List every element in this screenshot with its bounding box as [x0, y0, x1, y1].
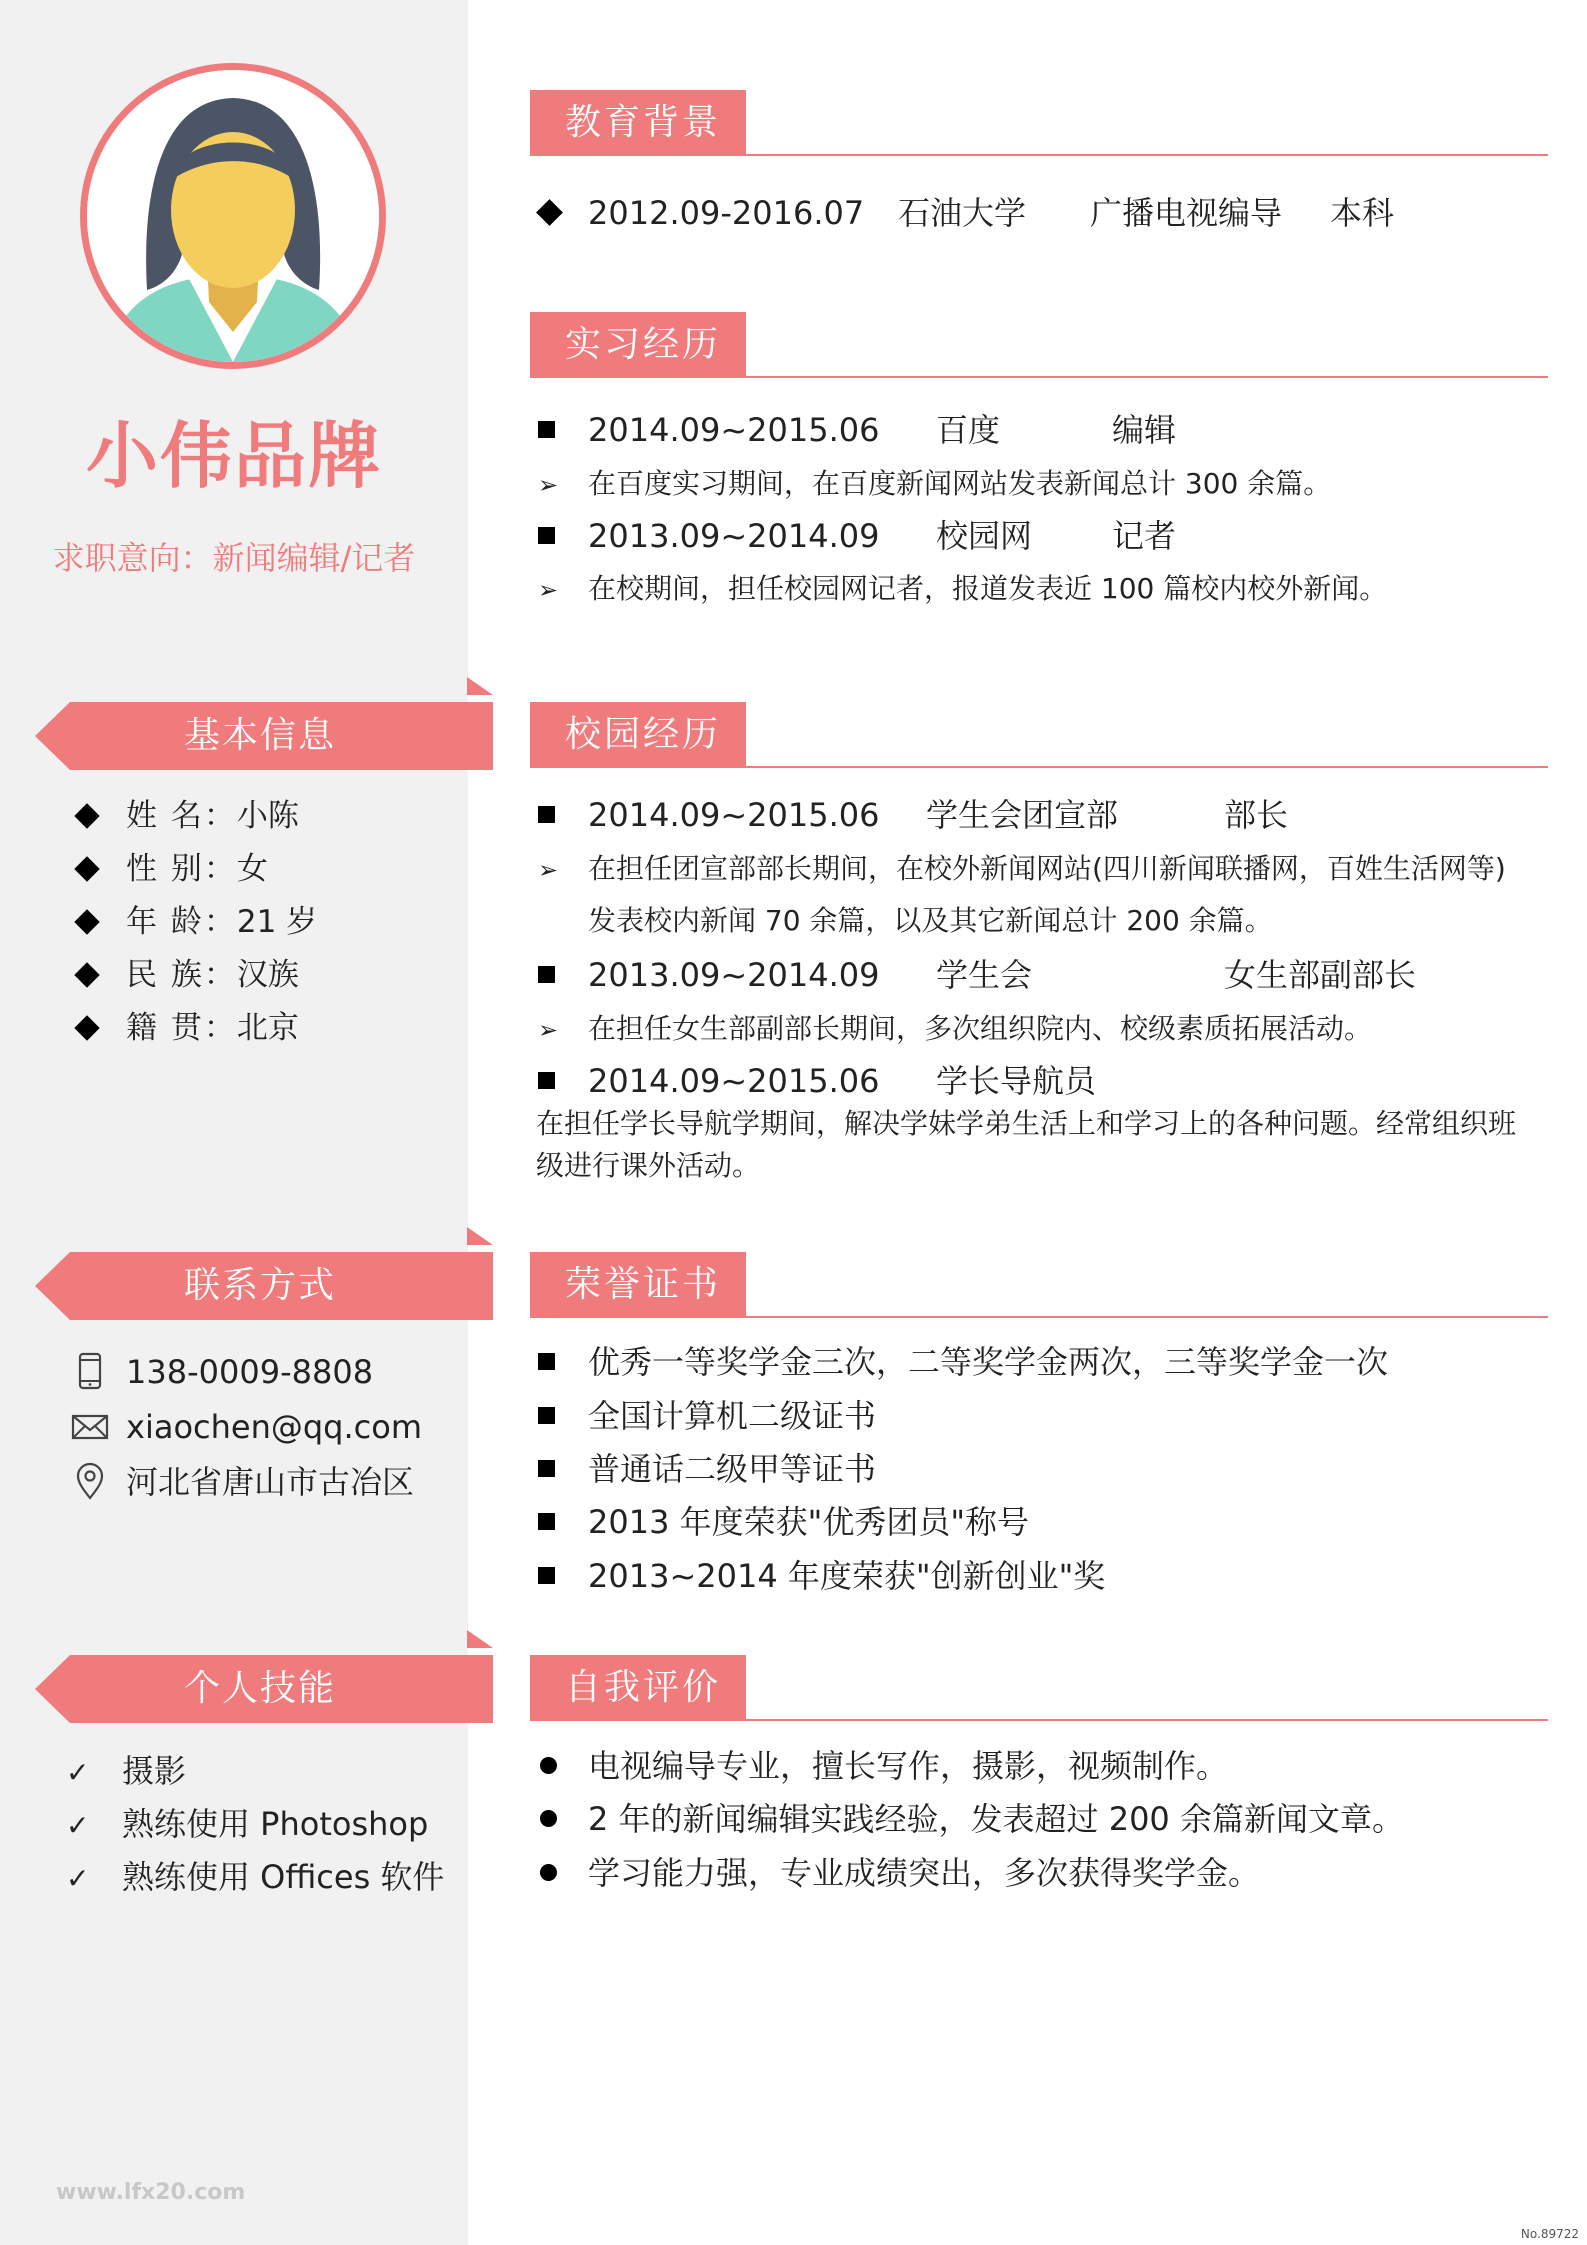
self-eval-item: 学习能力强，专业成绩突出，多次获得奖学金。: [530, 1848, 1260, 1898]
diamond-bullet-icon: [74, 856, 99, 881]
header-rule: [746, 1316, 1548, 1318]
education-row: 2012.09-2016.07 石油大学 广播电视编导 本科: [530, 188, 1394, 238]
education-header: [530, 90, 1548, 156]
arrow-bullet-icon: ➢: [538, 1016, 559, 1044]
skills-list: [66, 1745, 444, 1904]
info-row-gender: 性 别：女: [70, 843, 317, 896]
dot-bullet-icon: [540, 1757, 557, 1774]
basic-info-list: [70, 790, 317, 1055]
sidebar: [0, 0, 468, 2245]
job-intention: 求职意向：新闻编辑/记者: [52, 539, 416, 577]
mail-icon: [70, 1406, 110, 1446]
square-bullet-icon: [538, 1567, 555, 1584]
campus-entry: 2013.09~2014.09 学生会 女生部副部长: [530, 950, 1416, 1000]
square-bullet-icon: [538, 966, 555, 983]
header-rule: [746, 1719, 1548, 1721]
honor-item: 2013 年度荣获"优秀团员"称号: [530, 1497, 1029, 1547]
arrow-bullet-icon: ➢: [538, 471, 559, 499]
skill-item: ✓ 熟练使用 Offices 软件: [66, 1851, 444, 1904]
internship-header: [530, 312, 1548, 378]
diamond-bullet-icon: [74, 962, 99, 987]
self-eval-header: [530, 1655, 1548, 1721]
square-bullet-icon: [538, 1513, 555, 1530]
diamond-bullet-icon: [74, 909, 99, 934]
skills-header: [35, 1655, 493, 1723]
square-bullet-icon: [538, 1353, 555, 1370]
location-icon: [70, 1461, 110, 1501]
contact-phone[interactable]: 138-0009-8808: [70, 1345, 422, 1400]
internship-entry: 2014.09~2015.06 百度 编辑: [530, 405, 1176, 455]
document-number: No.89722: [1520, 2227, 1579, 2241]
phone-icon: [70, 1351, 110, 1391]
campus-desc-plain: 在担任学长导航学期间，解决学妹学弟生活上和学习上的各种问题。经常组织班: [536, 1107, 1517, 1140]
checkmark-icon: ✓: [66, 1862, 90, 1895]
dot-bullet-icon: [540, 1864, 557, 1881]
square-bullet-icon: [538, 1407, 555, 1424]
avatar-illustration: [87, 70, 379, 362]
honor-item: 2013~2014 年度荣获"创新创业"奖: [530, 1551, 1105, 1601]
campus-header: [530, 702, 1548, 768]
campus-desc: ➢ 在担任团宣部部长期间，在校外新闻网站(四川新闻联播网，百姓生活网等): [530, 847, 1506, 891]
square-bullet-icon: [538, 1072, 555, 1089]
avatar: [80, 63, 386, 369]
campus-desc: ➢ 在担任女生部副部长期间，多次组织院内、校级素质拓展活动。: [530, 1007, 1372, 1051]
contact-title: 联系方式: [183, 1265, 336, 1306]
header-rule: [746, 766, 1548, 768]
honor-item: 优秀一等奖学金三次，二等奖学金两次，三等奖学金一次: [530, 1337, 1388, 1387]
honor-item: 全国计算机二级证书: [530, 1391, 876, 1441]
campus-entry: 2014.09~2015.06 学长导航员: [530, 1056, 1096, 1106]
campus-title: 校园经历: [530, 702, 746, 768]
honor-item: 普通话二级甲等证书: [530, 1444, 876, 1494]
square-bullet-icon: [538, 421, 555, 438]
honors-title: 荣誉证书: [530, 1252, 746, 1318]
self-eval-item: 2 年的新闻编辑实践经验，发表超过 200 余篇新闻文章。: [530, 1794, 1404, 1844]
contact-email[interactable]: xiaochen@qq.com: [70, 1400, 422, 1455]
diamond-bullet-icon: [536, 199, 563, 226]
internship-title: 实习经历: [530, 312, 746, 378]
campus-desc-cont: 发表校内新闻 70 余篇，以及其它新闻总计 200 余篇。: [588, 904, 1273, 937]
header-rule: [746, 376, 1548, 378]
internship-entry: 2013.09~2014.09 校园网 记者: [530, 511, 1176, 561]
dot-bullet-icon: [540, 1810, 557, 1827]
basic-info-title: 基本信息: [183, 715, 336, 756]
contact-header: [35, 1252, 493, 1320]
arrow-bullet-icon: ➢: [538, 576, 559, 604]
square-bullet-icon: [538, 806, 555, 823]
square-bullet-icon: [538, 1460, 555, 1477]
info-row-name: 姓 名：小陈: [70, 790, 317, 843]
candidate-name: 小伟品牌: [85, 414, 382, 498]
square-bullet-icon: [538, 527, 555, 544]
diamond-bullet-icon: [74, 803, 99, 828]
campus-desc-plain: 级进行课外活动。: [536, 1149, 761, 1182]
campus-entry: 2014.09~2015.06 学生会团宣部 部长: [530, 790, 1288, 840]
contact-list: [70, 1345, 422, 1510]
skills-title: 个人技能: [183, 1668, 336, 1709]
checkmark-icon: ✓: [66, 1809, 90, 1842]
info-row-ethnicity: 民 族：汉族: [70, 949, 317, 1002]
skill-item: ✓ 摄影: [66, 1745, 444, 1798]
self-eval-item: 电视编导专业，擅长写作，摄影，视频制作。: [530, 1741, 1228, 1791]
internship-desc: ➢ 在校期间，担任校园网记者，报道发表近 100 篇校内校外新闻。: [530, 567, 1387, 611]
basic-info-header: [35, 702, 493, 770]
info-row-age: 年 龄：21 岁: [70, 896, 317, 949]
honors-header: [530, 1252, 1548, 1318]
arrow-bullet-icon: ➢: [538, 856, 559, 884]
info-row-hometown: 籍 贯：北京: [70, 1002, 317, 1055]
contact-address: 河北省唐山市古冶区: [70, 1455, 422, 1510]
self-eval-title: 自我评价: [530, 1655, 746, 1721]
education-title: 教育背景: [530, 90, 746, 156]
header-rule: [746, 154, 1548, 156]
watermark: www.lfx20.com: [56, 2180, 246, 2205]
checkmark-icon: ✓: [66, 1756, 90, 1789]
internship-desc: ➢ 在百度实习期间，在百度新闻网站发表新闻总计 300 余篇。: [530, 462, 1331, 506]
diamond-bullet-icon: [74, 1015, 99, 1040]
skill-item: ✓ 熟练使用 Photoshop: [66, 1798, 444, 1851]
